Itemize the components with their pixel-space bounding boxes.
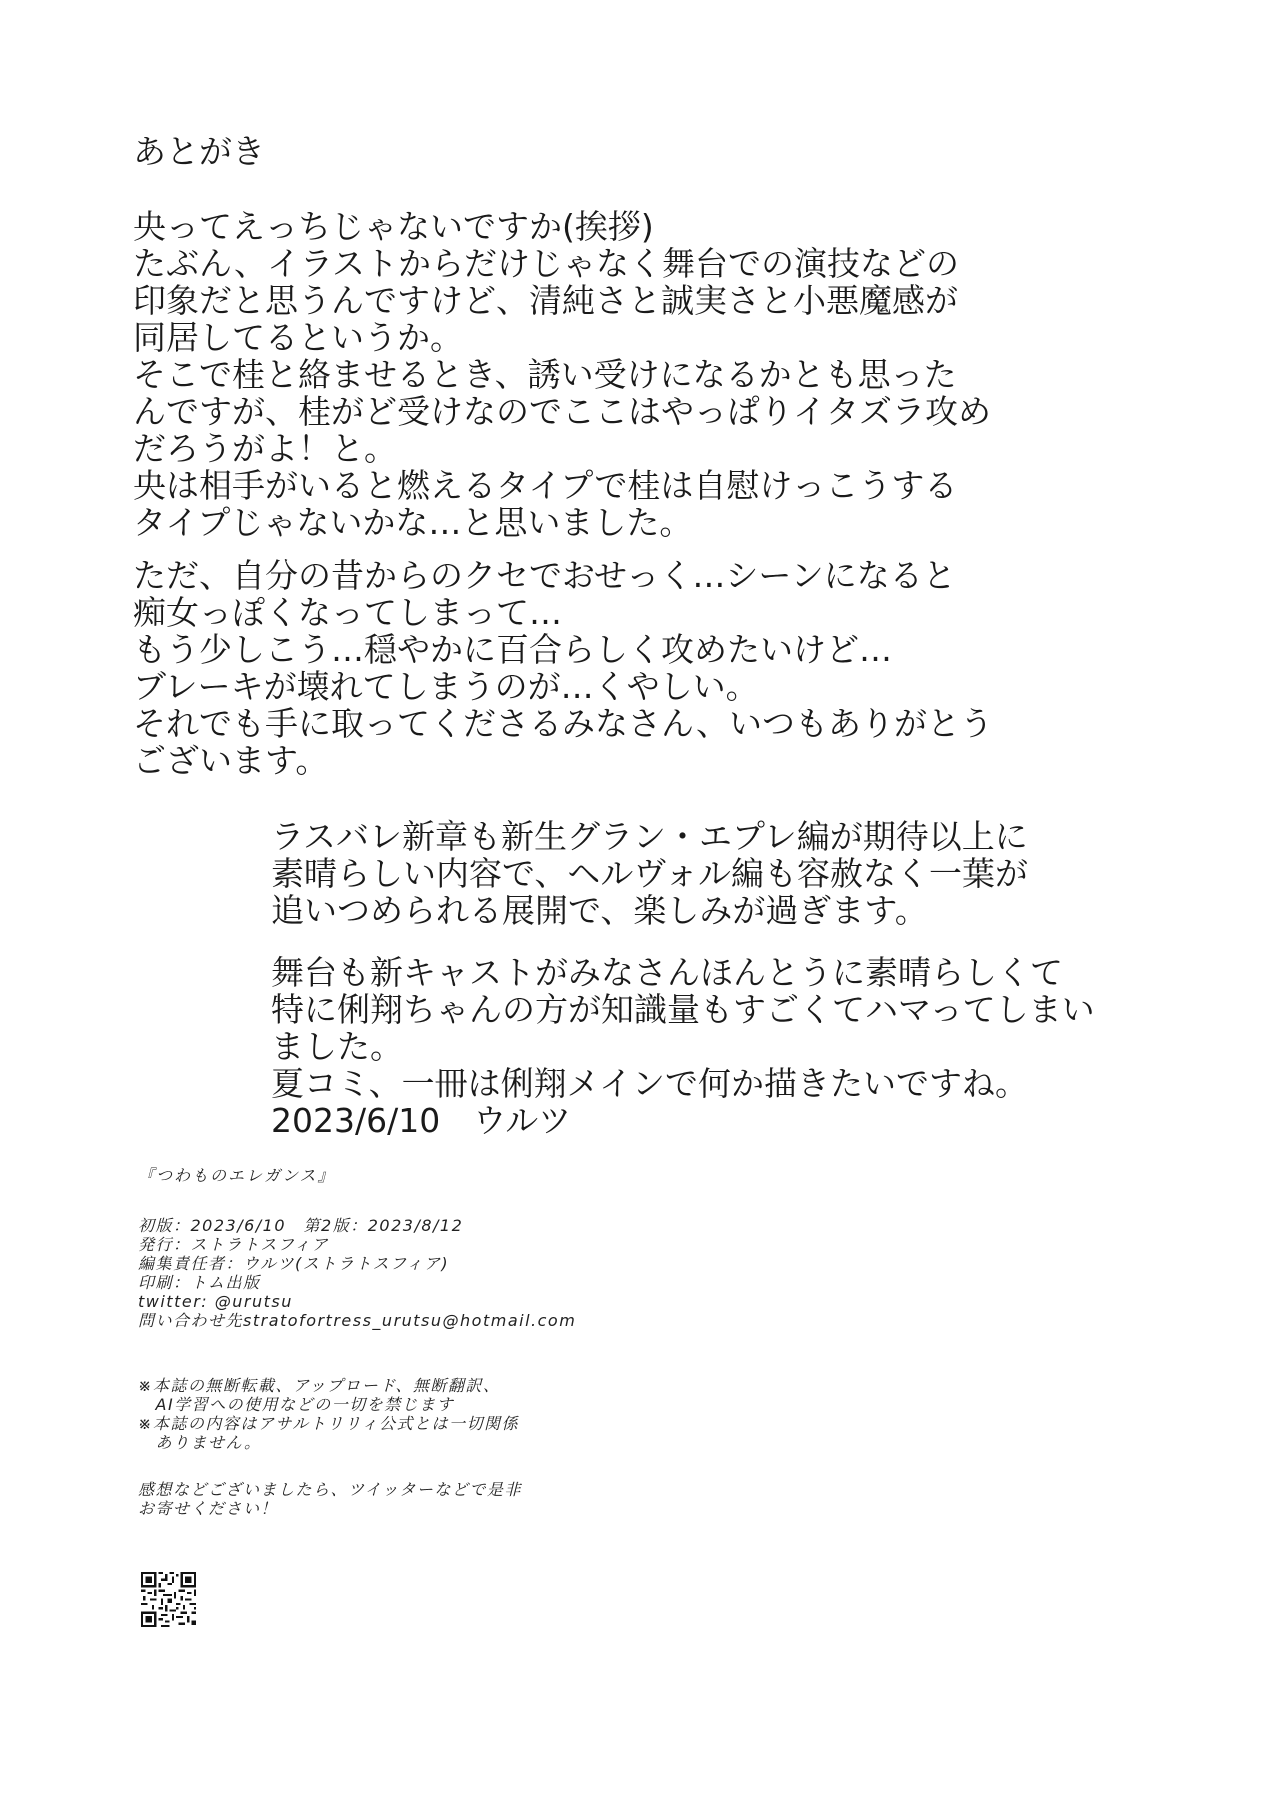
contact-line: 問い合わせ先stratofortress_urutsu@hotmail.com <box>138 1311 577 1330</box>
publisher-line: 発行：ストラトスフィア <box>138 1235 330 1254</box>
afterword-paragraph-4 <box>271 954 1095 1139</box>
imprint-block <box>138 1216 576 1330</box>
request-line: 感想などございましたら、ツイッターなどで是非 <box>138 1480 522 1499</box>
notice-line: ※本誌の無断転載、アップロード、無断翻訳、 <box>138 1376 501 1395</box>
text-line: それでも手に取ってくださるみなさん、いつもありがとう <box>133 704 993 743</box>
qr-code-icon[interactable] <box>141 1572 196 1627</box>
feedback-request-block <box>138 1480 522 1518</box>
text-line: 夏コミ、一冊は俐翔メインで何か描きたいですね。 <box>271 1064 1029 1103</box>
signature-date-line: 2023/6/10 ウルツ <box>271 1101 572 1140</box>
afterword-paragraph-3 <box>271 818 1028 929</box>
notice-line: AI学習への使用などの一切を禁じます <box>138 1395 455 1414</box>
text-line: 央ってえっちじゃないですか(挨拶) <box>133 207 654 246</box>
editor-line: 編集責任者：ウルツ(ストラトスフィア) <box>138 1254 450 1273</box>
afterword-paragraph-2 <box>133 557 993 779</box>
text-line: ただ、自分の昔からのクセでおせっく…シーンになると <box>133 556 956 595</box>
request-line: お寄せください！ <box>138 1499 279 1518</box>
text-line: 痴女っぽくなってしまって… <box>133 593 562 632</box>
text-line: ました。 <box>271 1027 403 1066</box>
printer-line: 印刷：トム出版 <box>138 1273 261 1292</box>
text-line: そこで桂と絡ませるとき、誘い受けになるかとも思った <box>133 355 957 394</box>
text-line: たぶん、イラストからだけじゃなく舞台での演技などの <box>133 244 959 283</box>
notices-block <box>138 1376 519 1452</box>
text-line: 同居してるというか。 <box>133 318 463 357</box>
text-line: タイプじゃないかな…と思いました。 <box>133 503 693 542</box>
text-line: 追いつめられる展開で、楽しみが過ぎます。 <box>271 891 928 930</box>
text-line: んですが、桂がど受けなのでここはやっぱりイタズラ攻め <box>133 392 991 431</box>
text-line: 素晴らしい内容で、ヘルヴォル編も容赦なく一葉が <box>271 854 1029 893</box>
text-line: だろうがよ！と。 <box>133 429 397 468</box>
text-line: もう少しこう…穏やかに百合らしく攻めたいけど… <box>133 630 892 669</box>
book-title: 『つわものエレガンス』 <box>138 1166 336 1185</box>
afterword-heading: あとがき <box>133 132 265 171</box>
notice-line: ※本誌の内容はアサルトリリィ公式とは一切関係 <box>138 1414 519 1433</box>
text-line: ラスバレ新章も新生グラン・エプレ編が期待以上に <box>271 817 1028 856</box>
afterword-paragraph-1 <box>133 208 991 541</box>
text-line: 印象だと思うんですけど、清純さと誠実さと小悪魔感が <box>133 281 958 320</box>
text-line: ございます。 <box>133 741 329 780</box>
text-line: ブレーキが壊れてしまうのが…くやしい。 <box>133 667 759 706</box>
twitter-line: twitter: @urutsu <box>138 1292 293 1311</box>
edition-line: 初版：2023/6/10 第2版：2023/8/12 <box>138 1216 464 1235</box>
text-line: 特に俐翔ちゃんの方が知識量もすごくてハマってしまい <box>271 990 1095 1029</box>
notice-line: ありません。 <box>138 1433 262 1452</box>
text-line: 舞台も新キャストがみなさんほんとうに素晴らしくて <box>271 953 1063 992</box>
text-line: 央は相手がいると燃えるタイプで桂は自慰けっこうする <box>133 466 958 505</box>
